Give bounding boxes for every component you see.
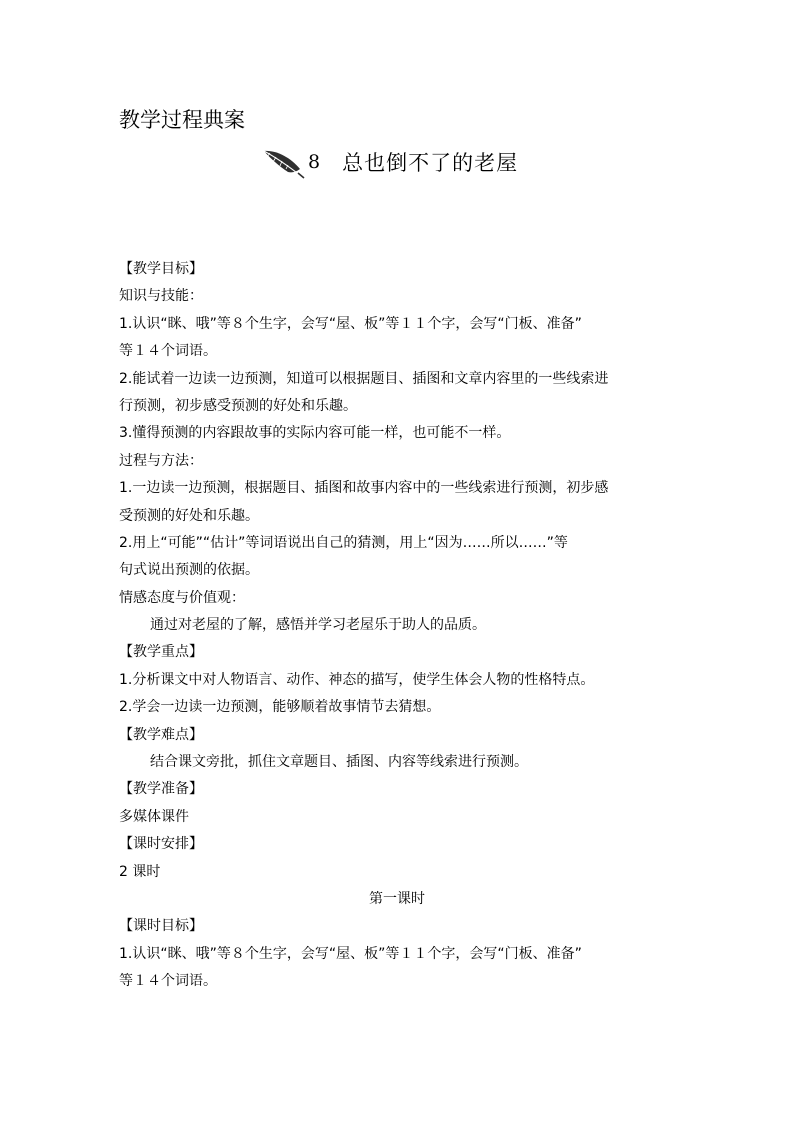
quill-feather-icon (262, 145, 306, 179)
section-heading-schedule: 【课时安排】 (119, 836, 203, 853)
objective-line: 通过对老屋的了解，感悟并学习老屋乐于助人的品质。 (150, 617, 486, 634)
objective-line: 1.一边读一边预测，根据题目、插图和故事内容中的一些线索进行预测，初步感 (119, 480, 609, 497)
lesson-number: 8 (308, 151, 321, 173)
schedule-line: 2 课时 (119, 863, 161, 880)
objective-line: 受预测的好处和乐趣。 (119, 507, 259, 524)
objective-line: 1.认识“眯、哦”等８个生字，会写“屋、板”等１１个字，会写“门板、准备” (119, 945, 582, 962)
preparation-line: 多媒体课件 (119, 808, 189, 825)
subheading-attitude-values: 情感态度与价值观： (119, 589, 245, 606)
section-heading-difficulties: 【教学难点】 (119, 726, 203, 743)
document-heading: 教学过程典案 (119, 108, 245, 132)
section-heading-teaching-objectives: 【教学目标】 (119, 261, 203, 277)
section-heading-period-objectives: 【课时目标】 (119, 918, 203, 935)
objective-line: 3.懂得预测的内容跟故事的实际内容可能一样，也可能不一样。 (119, 425, 511, 442)
objective-line: 等１４个词语。 (119, 973, 217, 990)
subheading-knowledge-skills: 知识与技能： (119, 288, 203, 305)
subheading-process-methods: 过程与方法： (119, 452, 203, 469)
lesson-title-row (262, 142, 518, 182)
lesson-title: 总也倒不了的老屋 (342, 151, 519, 175)
section-heading-key-points: 【教学重点】 (119, 644, 203, 661)
period-heading: 第一课时 (369, 890, 425, 907)
objective-line: 行预测，初步感受预测的好处和乐趣。 (119, 397, 357, 414)
section-heading-preparation: 【教学准备】 (119, 781, 203, 798)
objective-line: 2.用上“可能”“估计”等词语说出自己的猜测，用上“因为……所以……”等 (119, 534, 568, 551)
key-point-line: 1.分析课文中对人物语言、动作、神态的描写，使学生体会人物的性格特点。 (119, 671, 595, 688)
key-point-line: 2.学会一边读一边预测，能够顺着故事情节去猜想。 (119, 699, 441, 716)
document-body (119, 256, 675, 996)
objective-line: 等１４个词语。 (119, 343, 217, 360)
objective-line: 1.认识“眯、哦”等８个生字，会写“屋、板”等１１个字，会写“门板、准备” (119, 315, 582, 332)
difficulty-line: 结合课文旁批，抓住文章题目、插图、内容等线索进行预测。 (150, 754, 528, 771)
objective-line: 2.能试着一边读一边预测，知道可以根据题目、插图和文章内容里的一些线索进 (119, 370, 609, 387)
objective-line: 句式说出预测的依据。 (119, 562, 259, 579)
